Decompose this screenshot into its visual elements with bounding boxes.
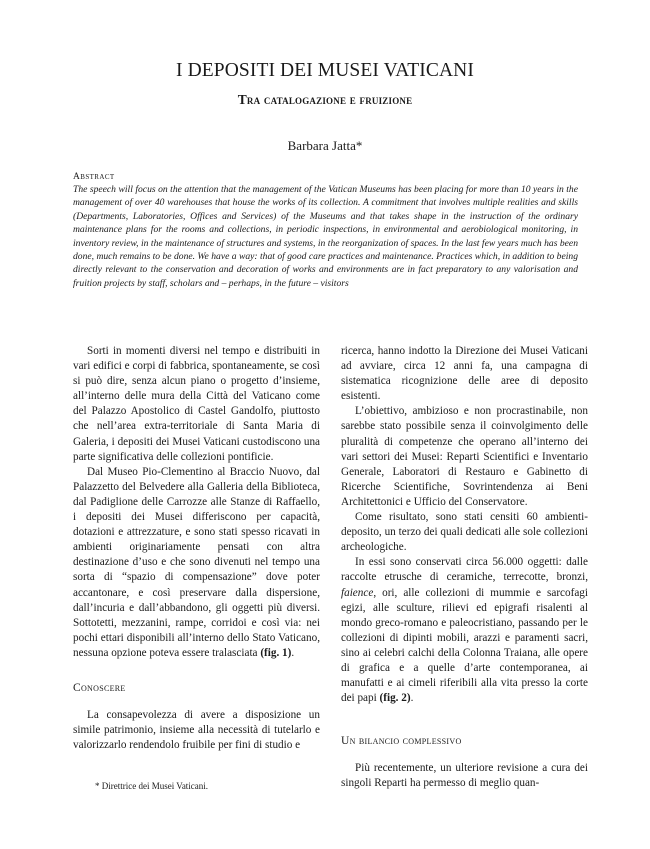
figure-1-reference[interactable]: (fig. 1) xyxy=(260,646,292,659)
right-paragraph-4 xyxy=(341,555,588,706)
right-paragraph-4-end: . xyxy=(410,692,414,705)
abstract-heading: Abstract xyxy=(73,172,115,182)
left-paragraph-2-end: . xyxy=(291,646,295,659)
right-paragraph-4-after: , ori, alle collezioni di mummie e sarcofagi egizi, alle sculture, rilievi ed epigrafi risalenti al mondo greco-romano e paleocristiano, passando per le collezioni di dipinti mobili, arazzi e paramenti sacri, sino ai celebri calchi della Colonna Traiana, alle opere di grafica e a quelle d’arte contemporanea, ai manufatti e ai cimeli riferibili alla vita presso la corte dei papi xyxy=(341,586,588,705)
right-paragraph-3: Come risultato, sono stati censiti 60 ambienti-deposito, un terzo dei quali dedicati alle sole collezioni archeologiche. xyxy=(341,511,588,554)
section-heading-bilancio: Un bilancio complessivo xyxy=(341,735,462,748)
left-paragraph-3: La consapevolezza di avere a disposizione un simile patrimonio, insieme alla necessità di tutelarlo e valorizzarlo rendendolo fruibile per fini di studio e xyxy=(73,709,320,752)
footnote: * Direttrice dei Musei Vaticani. xyxy=(95,781,209,791)
right-paragraph-5: Più recentemente, un ulteriore revisione a cura dei singoli Reparti ha permesso di meglio quan- xyxy=(341,762,588,790)
left-paragraph-2 xyxy=(73,465,320,661)
right-paragraph-4-italic: faience xyxy=(341,586,374,599)
author-name: Barbara Jatta* xyxy=(287,138,363,153)
section-heading-conoscere: Conoscere xyxy=(73,681,126,694)
left-column xyxy=(73,344,320,753)
paper-title: I DEPOSITI DEI MUSEI VATICANI xyxy=(176,60,474,81)
left-paragraph-1: Sorti in momenti diversi nel tempo e distribuiti in vari edifici e corpi di fabbrica, spontaneamente, se così si può dire, senza alcun piano o progetto d’insieme, all’interno delle mura della Città del Vaticano come del Palazzo Apostolico di Castel Gandolfo, piuttosto che nell’area extra-territoriale di Santa Maria di Galeria, i depositi dei Musei Vaticani custodiscono una parte significativa delle collezioni pontificie. xyxy=(73,345,320,463)
figure-2-reference[interactable]: (fig. 2) xyxy=(379,692,411,705)
right-paragraph-2: L’obiettivo, ambizioso e non procrastinabile, non sarebbe stato possibile senza il coinvolgimento delle pluralità di competenze che operano all’interno dei vari settori dei Musei: Reparti Scientifici e Inventario Generale, Laboratori di Restauro e Gabinetto di Ricerche Scientifiche, Sovrintendenza ai Beni Architettonici e Ufficio del Conservatore. xyxy=(341,405,588,508)
right-paragraph-4-before: In essi sono conservati circa 56.000 oggetti: dalle raccolte etrusche di ceramiche, terrecotte, bronzi, xyxy=(341,556,588,584)
left-paragraph-2-text: Dal Museo Pio-Clementino al Braccio Nuovo, dal Palazzetto del Belvedere alla Galleria della Biblioteca, dal Padiglione delle Carrozze alle Stanze di Raffaello, i depositi dei Musei differiscono per capacità, dotazioni e attrezzature, e sono stati spesso ricavati in ambienti originariamente pensati con altra destinazione d’uso e che sono divenuti nel tempo una sorta di “spazio di compensazione” dove poter accantonare, e così preservare dalla dispersione, dall’incuria e dall’abbandono, gli oggetti più diversi. Sottotetti, mezzanini, rampe, corridoi e così via: nei pochi ettari disponibili all’interno dello Stato Vaticano, nessuna opzione poteva essere tralasciata xyxy=(73,465,320,659)
abstract-section xyxy=(73,172,578,290)
right-paragraph-1: ricerca, hanno indotto la Direzione dei Musei Vaticani ad avviare, circa 12 anni fa, una campagna di sistematica ricognizione delle aree di deposito esistenti. xyxy=(341,345,588,403)
right-column xyxy=(341,344,588,792)
paper-subtitle: Tra catalogazione e fruizione xyxy=(237,92,413,107)
abstract-text: The speech will focus on the attention that the management of the Vatican Museums has been placing for more than 10 years in the management of over 40 warehouses that house the works of its collection. A commitment that involves multiple realities and skills (Departments, Laboratories, Offices and Services) of the Museums and that takes shape in the instruction of the ordinary maintenance plans for the rooms and collections, in periodic inspections, in environmental and aerobiological monitoring, in inventory review, in the maintenance of structures and systems, in the reorganization of spaces. In the last few years much has been done, much remains to be done. We have a way: that of good care practices and maintenance. Practices which, in addition to being directly relevant to the conservation and decoration of works and environments are in fact preparatory to any valorisation and fruition projects by staff, scholars and – perhaps, in the future – visitors xyxy=(73,184,578,289)
